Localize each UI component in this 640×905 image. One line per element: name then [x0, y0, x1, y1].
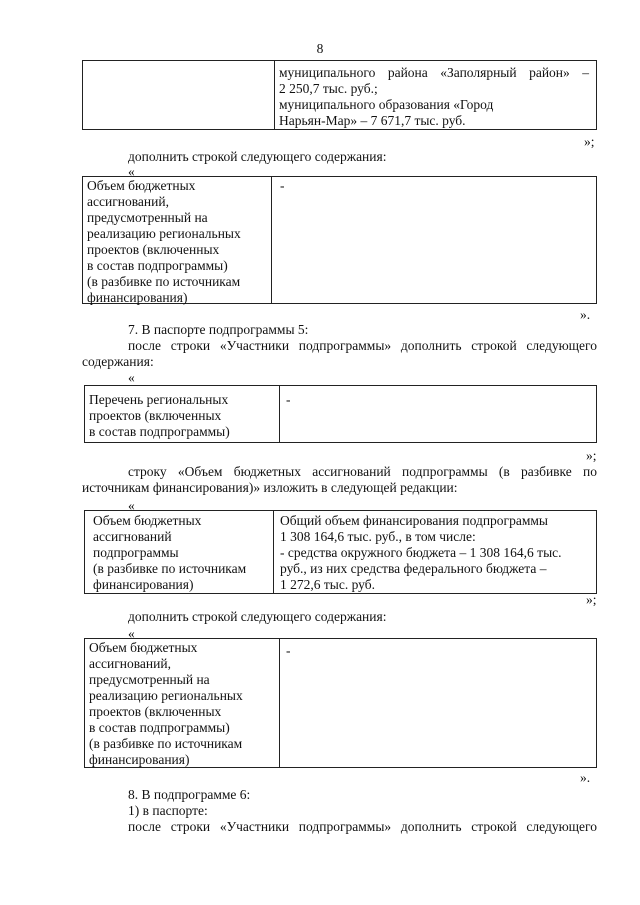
- closing-quote: »;: [586, 448, 597, 463]
- text-line: Объем бюджетных: [87, 178, 196, 193]
- text-line: муниципального образования «Город: [279, 97, 494, 112]
- opening-quote: «: [128, 626, 135, 641]
- text-line: предусмотренный на: [87, 210, 208, 225]
- opening-quote: «: [128, 370, 135, 385]
- text-line: Объем бюджетных: [89, 640, 198, 655]
- page-number: 8: [316, 41, 324, 56]
- text-line: подпрограммы: [93, 545, 179, 560]
- text-line: проектов (включенных: [89, 704, 222, 719]
- text-line: (в разбивке по источникам: [87, 274, 241, 289]
- table-budget-regional: [82, 176, 597, 304]
- paragraph: [82, 338, 597, 370]
- table-left-cell: [87, 178, 241, 306]
- closing-quote: ».: [580, 307, 591, 322]
- paragraph: дополнить строкой следующего содержания:: [128, 609, 387, 624]
- table-divider: [274, 61, 275, 129]
- table-left-cell: [89, 640, 243, 768]
- text-line: ассигнований,: [89, 656, 171, 671]
- text-line: после строки «Участники подпрограммы» дополнить строкой следующего: [128, 338, 597, 353]
- paragraph: [82, 464, 597, 496]
- text-line: финансирования): [87, 290, 188, 305]
- table-right-cell: -: [280, 178, 285, 193]
- text-line: Общий объем финансирования подпрограммы: [280, 513, 548, 528]
- text-line: в состав подпрограммы): [87, 258, 228, 273]
- table-regional-projects: [84, 385, 597, 443]
- table-left-cell: [93, 513, 246, 593]
- text-line: 1 308 164,6 тыс. руб., в том числе:: [280, 529, 476, 544]
- table-right-cell: -: [286, 643, 291, 658]
- closing-quote: »;: [584, 134, 595, 149]
- text-line: руб., из них средства федерального бюджета –: [280, 561, 547, 576]
- paragraph: 8. В подпрограмме 6:: [128, 787, 251, 802]
- text-line: (в разбивке по источникам: [89, 736, 243, 751]
- text-line: Нарьян-Мар» – 7 671,7 тыс. руб.: [279, 113, 466, 128]
- paragraph: [128, 819, 597, 835]
- text-line: содержания:: [82, 354, 154, 369]
- paragraph: 1) в паспорте:: [128, 803, 208, 818]
- text-line: (в разбивке по источникам: [93, 561, 247, 576]
- table-divider: [273, 511, 274, 593]
- text-line: проектов (включенных: [89, 408, 222, 423]
- opening-quote: «: [128, 164, 135, 179]
- text-line: финансирования): [93, 577, 194, 592]
- table-budget-regional-2: [84, 638, 597, 768]
- text-line: Перечень региональных: [89, 392, 229, 407]
- table-budget-subprogram: [84, 510, 597, 594]
- closing-quote: »;: [586, 592, 597, 607]
- text-line: Объем бюджетных: [93, 513, 202, 528]
- table-right-cell: [279, 65, 589, 129]
- text-line: источникам финансирования)» изложить в следующей редакции:: [82, 480, 458, 495]
- text-line: - средства окружного бюджета – 1 308 164,6 тыс.: [280, 545, 562, 560]
- table-divider: [271, 177, 272, 303]
- text-line: предусмотренный на: [89, 672, 210, 687]
- paragraph: 7. В паспорте подпрограммы 5:: [128, 322, 309, 337]
- paragraph: дополнить строкой следующего содержания:: [128, 149, 387, 164]
- table-divider: [279, 386, 280, 442]
- text-line: после строки «Участники подпрограммы» дополнить строкой следующего: [128, 819, 597, 834]
- table-continuation: [82, 60, 597, 130]
- text-line: 2 250,7 тыс. руб.;: [279, 81, 378, 96]
- text-line: в состав подпрограммы): [89, 720, 230, 735]
- text-line: муниципального района «Заполярный район» –: [279, 65, 589, 80]
- table-right-cell: [280, 513, 562, 593]
- table-left-cell: [89, 392, 230, 440]
- text-line: 1 272,6 тыс. руб.: [280, 577, 375, 592]
- text-line: финансирования): [89, 752, 190, 767]
- text-line: реализацию региональных: [89, 688, 243, 703]
- text-line: строку «Объем бюджетных ассигнований подпрограммы (в разбивке по: [128, 464, 597, 479]
- table-divider: [279, 639, 280, 767]
- text-line: ассигнований: [93, 529, 172, 544]
- closing-quote: ».: [580, 770, 591, 785]
- text-line: ассигнований,: [87, 194, 169, 209]
- text-line: в состав подпрограммы): [89, 424, 230, 439]
- opening-quote: «: [128, 498, 135, 513]
- table-right-cell: -: [286, 392, 291, 407]
- text-line: проектов (включенных: [87, 242, 220, 257]
- text-line: реализацию региональных: [87, 226, 241, 241]
